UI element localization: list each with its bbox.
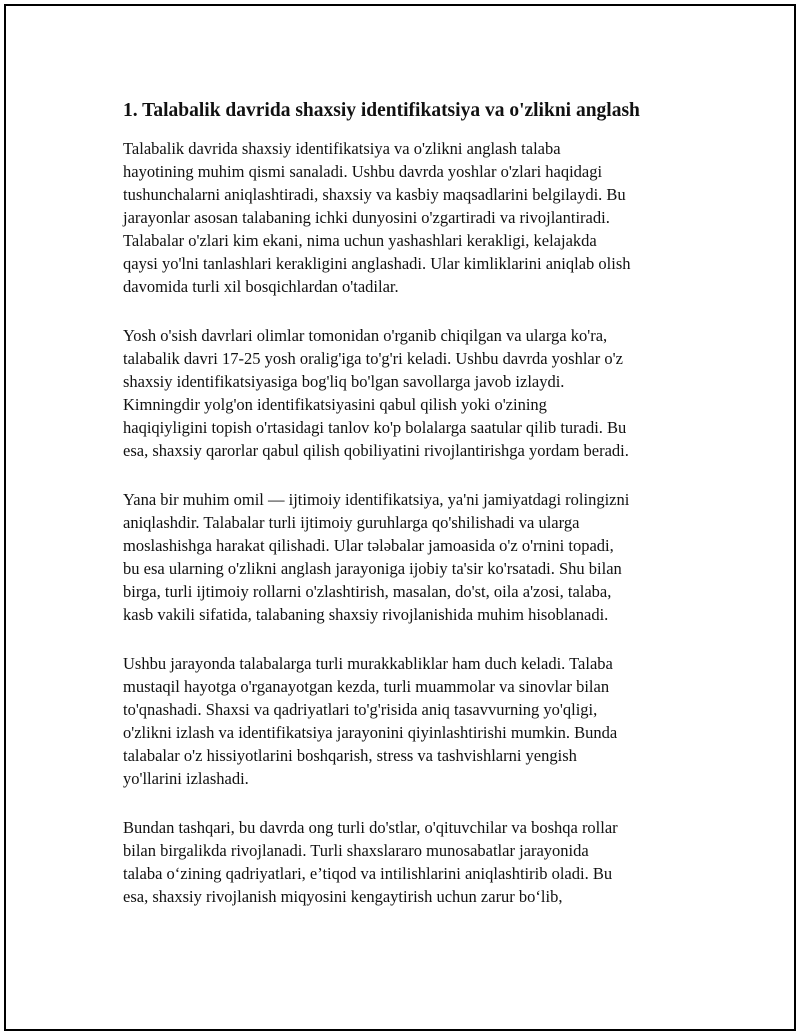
text-line: Bundan tashqari, bu davrda ong turli do'stlar, o'qituvchilar va boshqa rollar (123, 818, 618, 837)
text-line: Ushbu jarayonda talabalarga turli murakkabliklar ham duch keladi. Talaba (123, 654, 613, 673)
page-frame (4, 4, 796, 1031)
text-line: kasb vakili sifatida, talabaning shaxsiy rivojlanishida muhim hisoblanadi. (123, 605, 609, 624)
text-line: moslashishga harakat qilishadi. Ular tələbalar jamoasida o'z o'rnini topadi, (123, 536, 614, 555)
paragraph-1 (123, 137, 703, 298)
text-line: esa, shaxsiy qarorlar qabul qilish qobiliyatini rivojlantirishga yordam beradi. (123, 441, 629, 460)
text-line: hayotining muhim qismi sanaladi. Ushbu davrda yoshlar o'zlari haqidagi (123, 162, 603, 181)
text-line: aniqlashdir. Talabalar turli ijtimoiy guruhlarga qo'shilishadi va ularga (123, 513, 580, 532)
paragraph-4 (123, 652, 703, 790)
text-line: o'zlikni izlash va identifikatsiya jarayonini qiyinlashtirishi mumkin. Bunda (123, 723, 618, 742)
text-line: haqiqiyligini topish o'rtasidagi tanlov ko'p bolalarga saatular qilib turadi. Bu (123, 418, 627, 437)
text-line: birga, turli ijtimoiy rollarni o'zlashtirish, masalan, do'st, oila a'zosi, talaba, (123, 582, 612, 601)
text-line: Yosh o'sish davrlari olimlar tomonidan o'rganib chiqilgan va ularga ko'ra, (123, 326, 608, 345)
text-line: bu esa ularning o'zlikni anglash jarayoniga ijobiy ta'sir ko'rsatadi. Shu bilan (123, 559, 622, 578)
text-line: yo'llarini izlashadi. (123, 769, 249, 788)
text-line: talabalik davri 17-25 yosh oralig'iga to'g'ri keladi. Ushbu davrda yoshlar o'z (123, 349, 623, 368)
text-line: Talabalar o'zlari kim ekani, nima uchun yashashlari kerakligi, kelajakda (123, 231, 597, 250)
text-line: esa, shaxsiy rivojlanish miqyosini kengaytirish uchun zarur bo‘lib, (123, 887, 563, 906)
text-line: davomida turli xil bosqichlardan o'tadilar. (123, 277, 399, 296)
paragraph-2 (123, 324, 703, 462)
text-line: bilan birgalikda rivojlanadi. Turli shaxslararo munosabatlar jarayonida (123, 841, 589, 860)
document-body (123, 98, 703, 934)
text-line: talaba o‘zining qadriyatlari, e’tiqod va intilishlarini aniqlashtirib oladi. Bu (123, 864, 613, 883)
text-line: Talabalik davrida shaxsiy identifikatsiya va o'zlikni anglash talaba (123, 139, 561, 158)
paragraph-3 (123, 488, 703, 626)
text-line: jarayonlar asosan talabaning ichki dunyosini o'zgartiradi va rivojlantiradi. (123, 208, 610, 227)
text-line: shaxsiy identifikatsiyasiga bog'liq bo'lgan savollarga javob izlaydi. (123, 372, 565, 391)
text-line: Yana bir muhim omil — ijtimoiy identifikatsiya, ya'ni jamiyatdagi rolingizni (123, 490, 630, 509)
text-line: talabalar o'z hissiyotlarini boshqarish, stress va tashvishlarni yengish (123, 746, 577, 765)
text-line: tushunchalarni aniqlashtiradi, shaxsiy va kasbiy maqsadlarini belgilaydi. Bu (123, 185, 626, 204)
text-line: Kimningdir yolg'on identifikatsiyasini qabul qilish yoki o'zining (123, 395, 547, 414)
text-line: qaysi yo'lni tanlashlari kerakligini anglashadi. Ular kimliklarini aniqlab olish (123, 254, 631, 273)
section-heading: 1. Talabalik davrida shaxsiy identifikatsiya va o'zlikni anglash (123, 100, 640, 121)
paragraph-5 (123, 816, 703, 908)
text-line: mustaqil hayotga o'rganayotgan kezda, turli muammolar va sinovlar bilan (123, 677, 610, 696)
text-line: to'qnashadi. Shaxsi va qadriyatlari to'g'risida aniq tasavvurning yo'qligi, (123, 700, 598, 719)
